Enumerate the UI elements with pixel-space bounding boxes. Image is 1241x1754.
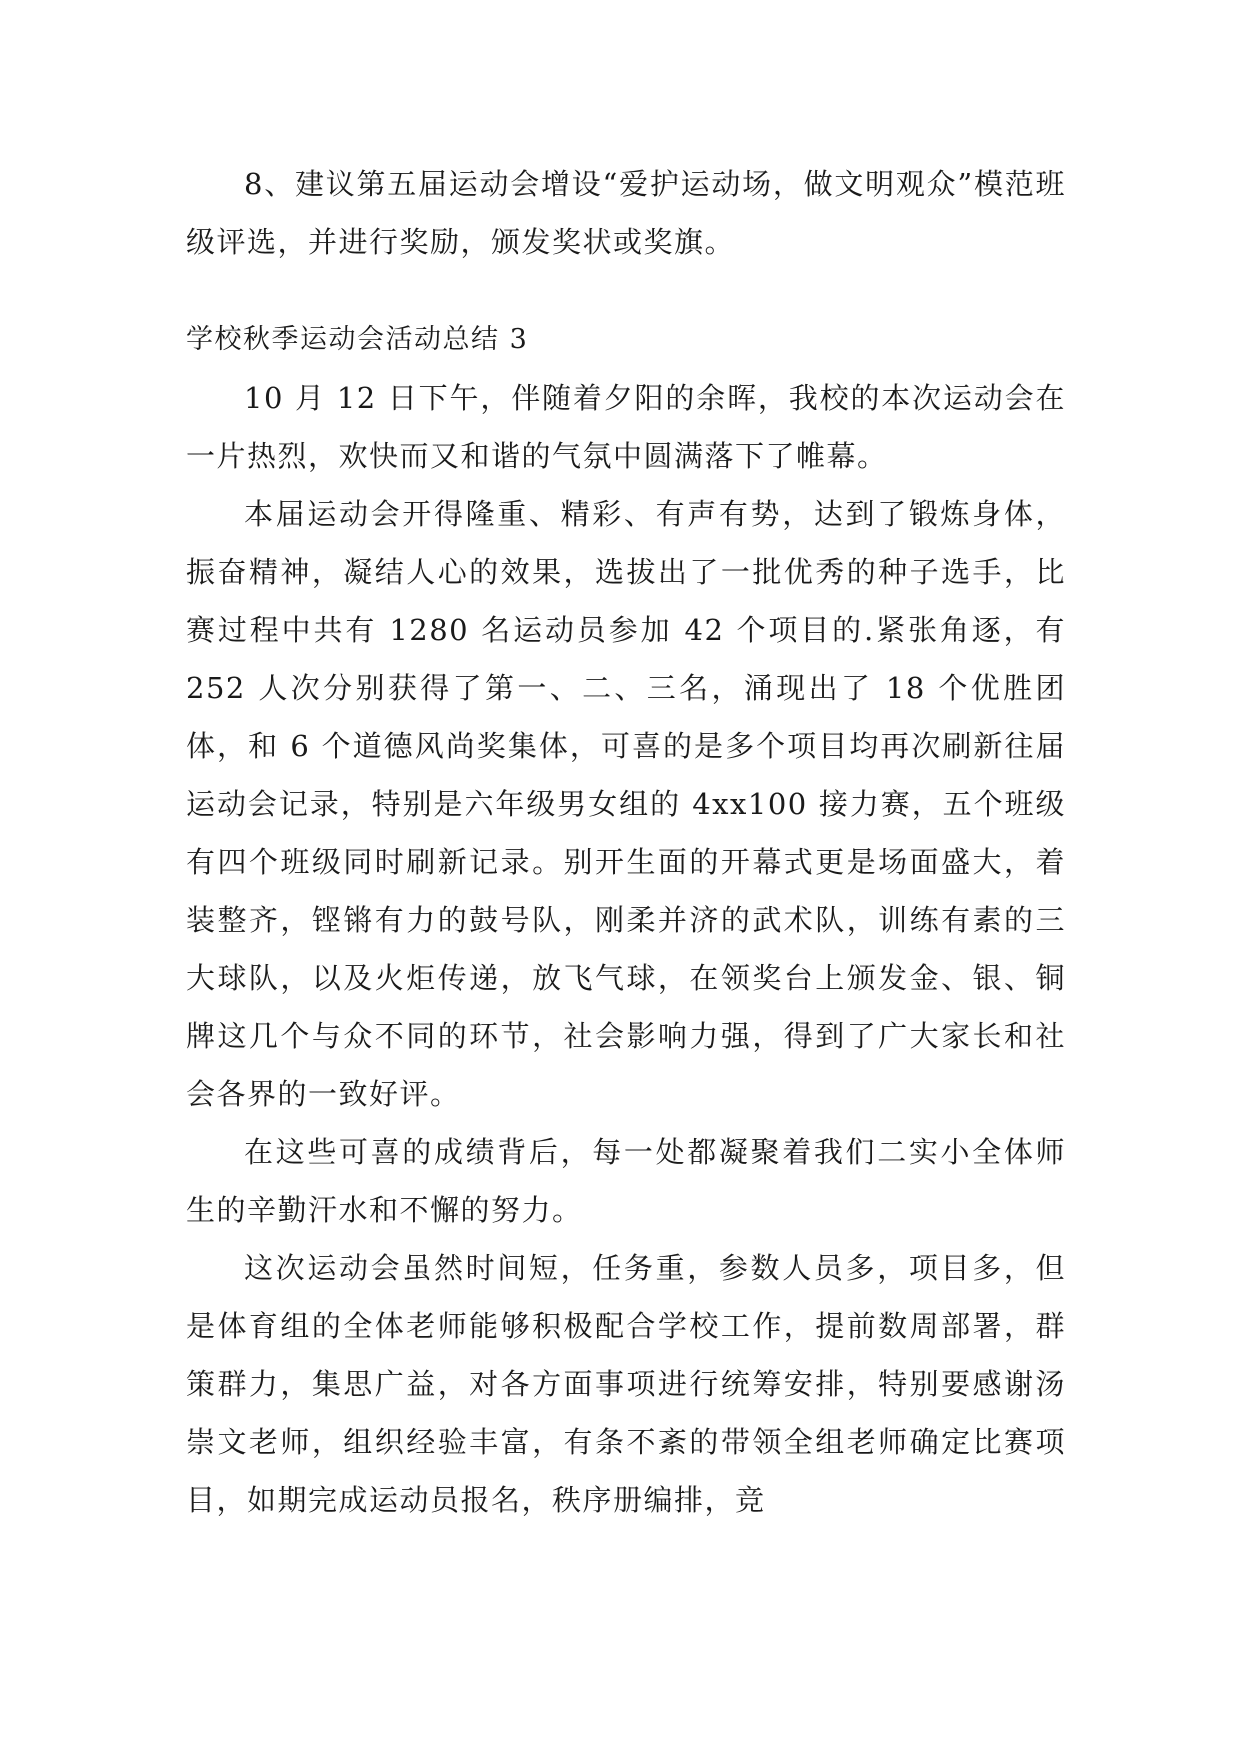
- paragraph-2: 本届运动会开得隆重、精彩、有声有势，达到了锻炼身体，振奋精神，凝结人心的效果，选拔出了一批优秀的种子选手，比赛过程中共有 1280 名运动员参加 42 个项目的.紧张角逐，有 252 人次分别获得了第一、二、三名，涌现出了 18 个优胜团体，和 6 个道德风尚奖集体，可喜的是多个项目均再次刷新往届运动会记录，特别是六年级男女组的 4xx100 接力赛，五个班级有四个班级同时刷新记录。别开生面的开幕式更是场面盛大，着装整齐，铿锵有力的鼓号队，刚柔并济的武术队，训练有素的三大球队，以及火炬传递，放飞气球，在领奖台上颁发金、银、铜牌这几个与众不同的环节，社会影响力强，得到了广大家长和社会各界的一致好评。: [186, 497, 1066, 1111]
- paragraph-4: 这次运动会虽然时间短，任务重，参数人员多，项目多，但是体育组的全体老师能够积极配合学校工作，提前数周部署，群策群力，集思广益，对各方面事项进行统筹安排，特别要感谢汤崇文老师，组织经验丰富，有条不紊的带领全组老师确定比赛项目，如期完成运动员报名，秩序册编排，竞: [186, 1251, 1066, 1517]
- document-body: [186, 155, 1066, 1529]
- section-title: 学校秋季运动会活动总结 3: [186, 324, 529, 355]
- paragraph-3: 在这些可喜的成绩背后，每一处都凝聚着我们二实小全体师生的辛勤汗水和不懈的努力。: [186, 1135, 1066, 1227]
- intro-paragraph: 8、建议第五届运动会增设“爱护运动场，做文明观众”模范班级评选，并进行奖励，颁发奖状或奖旗。: [186, 167, 1066, 259]
- paragraph-1: 10 月 12 日下午，伴随着夕阳的余晖，我校的本次运动会在一片热烈，欢快而又和谐的气氛中圆满落下了帷幕。: [186, 381, 1066, 473]
